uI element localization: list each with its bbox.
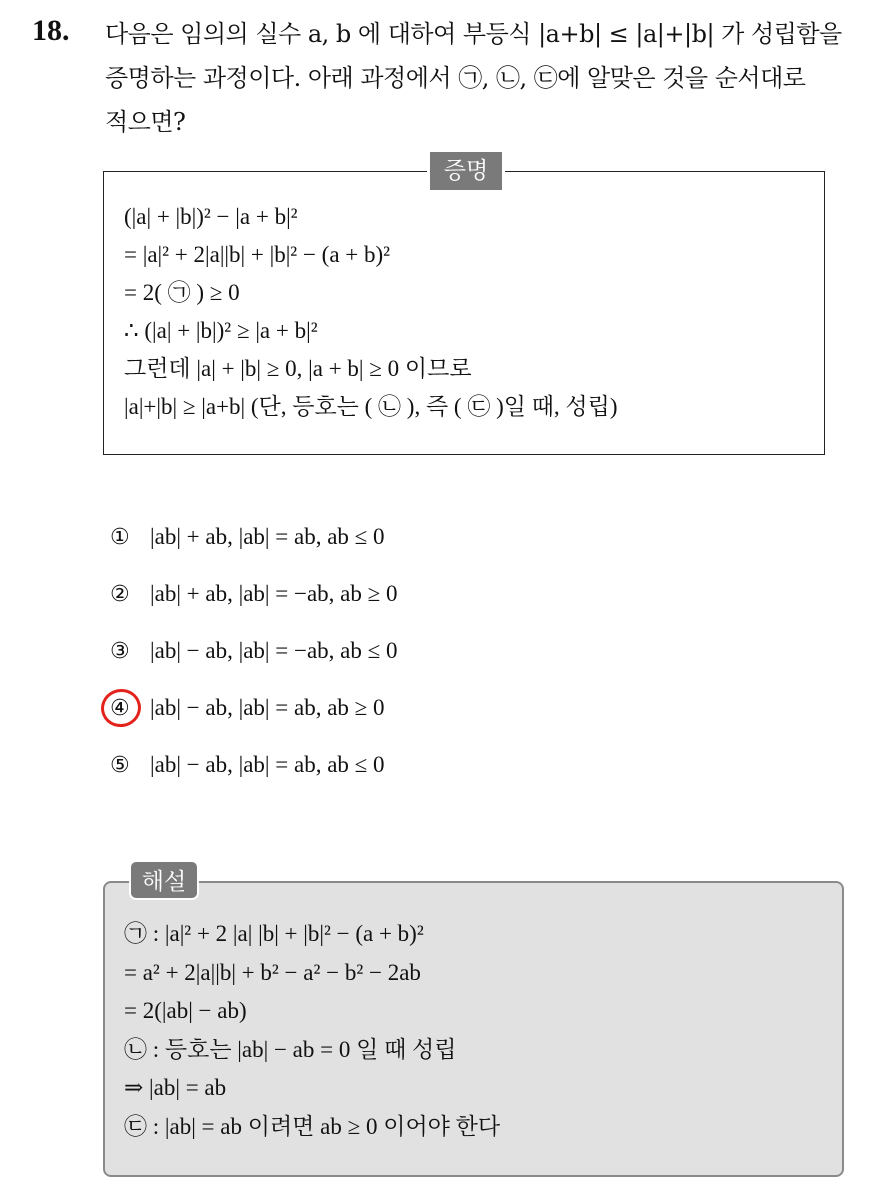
proof-content: [124, 198, 824, 426]
question-number: 18.: [32, 14, 70, 47]
question-line: 적으면?: [105, 108, 186, 136]
choice-text: |ab| + ab, |ab| = −ab, ab ≥ 0: [150, 581, 398, 606]
choice-4[interactable]: [110, 686, 710, 743]
choice-text: |ab| − ab, |ab| = ab, ab ≥ 0: [150, 695, 385, 720]
proof-line: |a|+|b| ≥ |a+b| (단, 등호는 ( ㉡ ), 즉 ( ㉢ )일 때, 성립): [124, 394, 618, 419]
choice-text: |ab| + ab, |ab| = ab, ab ≤ 0: [150, 524, 385, 549]
explanation-line: ㉠ : |a|² + 2 |a| |b| + |b|² − (a + b)²: [124, 921, 424, 946]
choice-2[interactable]: [110, 572, 710, 629]
proof-line: = |a|² + 2|a||b| + |b|² − (a + b)²: [124, 242, 391, 267]
proof-line: 그런데 |a| + |b| ≥ 0, |a + b| ≥ 0 이므로: [124, 356, 472, 381]
choice-number: ③: [110, 639, 130, 664]
explanation-line: = a² + 2|a||b| + b² − a² − b² − 2ab: [124, 959, 421, 985]
explanation-label: 해설: [129, 860, 199, 900]
choice-text: |ab| − ab, |ab| = ab, ab ≤ 0: [150, 752, 385, 777]
choice-text: |ab| − ab, |ab| = −ab, ab ≤ 0: [150, 638, 398, 663]
question-line: 증명하는 과정이다. 아래 과정에서 ㉠, ㉡, ㉢에 알맞은 것을 순서대로: [105, 64, 806, 92]
answer-choices: [110, 515, 710, 800]
proof-line: = 2( ㉠ ) ≥ 0: [124, 280, 240, 305]
explanation-line: ㉡ : 등호는 |ab| − ab = 0 일 때 성립: [124, 1036, 457, 1062]
explanation-line: ㉢ : |ab| = ab 이려면 ab ≥ 0 이어야 한다: [124, 1113, 501, 1139]
choice-number: ④: [110, 696, 130, 721]
explanation-line: ⇒ |ab| = ab: [124, 1075, 227, 1100]
choice-1[interactable]: [110, 515, 710, 572]
question-text: [105, 12, 875, 144]
proof-line: ∴ (|a| + |b|)² ≥ |a + b|²: [124, 318, 318, 343]
explanation-line: = 2(|ab| − ab): [124, 998, 247, 1023]
choice-5[interactable]: [110, 743, 710, 800]
question-line: 다음은 임의의 실수 a, b 에 대하여 부등식 |a+b| ≤ |a|+|b| 가 성립함을: [105, 20, 842, 48]
choice-3[interactable]: [110, 629, 710, 686]
explanation-content: [124, 915, 834, 1146]
choice-number: ⑤: [110, 753, 130, 778]
proof-line: (|a| + |b|)² − |a + b|²: [124, 204, 298, 229]
proof-label: 증명: [427, 152, 505, 190]
choice-number: ②: [110, 582, 130, 607]
choice-number: ①: [110, 525, 130, 550]
